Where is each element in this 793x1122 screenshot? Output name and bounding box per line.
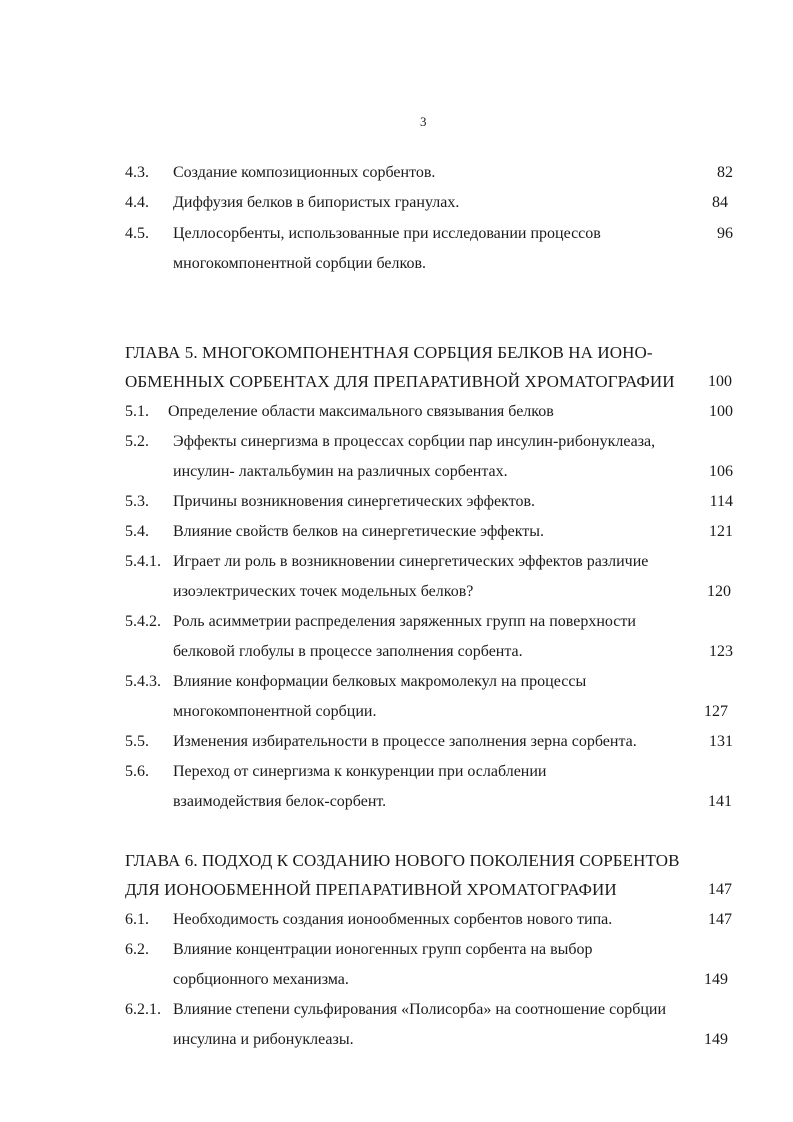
entry-title: Создание композиционных сорбентов. [173, 164, 436, 181]
entry-number: 5.6. [125, 763, 149, 780]
chapter-page: 100 [708, 373, 732, 390]
entry-page: 106 [709, 463, 733, 480]
entry-title: Влияние степени сульфирования «Полисорба» на соотношение сорбции [173, 1001, 667, 1018]
entry-page: 147 [708, 911, 732, 928]
entry-page: 96 [717, 225, 733, 242]
entry-page: 141 [708, 793, 732, 810]
entry-title: Причины возникновения синергетических эффектов. [173, 493, 536, 510]
entry-title-cont: изоэлектрических точек модельных белков? [173, 583, 474, 600]
entry-page: 120 [707, 583, 731, 600]
entry-number: 6.2.1. [125, 1001, 161, 1018]
entry-title: Определение области максимального связывания белков [168, 403, 554, 420]
entry-number: 5.5. [125, 733, 149, 750]
entry-title-cont: сорбционного механизма. [173, 971, 349, 988]
chapter-title-line2: ОБМЕННЫХ СОРБЕНТАХ ДЛЯ ПРЕПАРАТИВНОЙ ХРОМАТОГРАФИИ [125, 372, 675, 391]
entry-title-cont: многокомпонентной сорбции белков. [173, 255, 426, 272]
entry-title: Играет ли роль в возникновении синергетических эффектов различие [173, 553, 649, 570]
entry-title-cont: многокомпонентной сорбции. [173, 703, 377, 720]
entry-title: Изменения избирательности в процессе заполнения зерна сорбента. [173, 733, 637, 750]
chapter-title-line2: ДЛЯ ИОНООБМЕННОЙ ПРЕПАРАТИВНОЙ ХРОМАТОГРАФИИ [125, 880, 617, 899]
entry-page: 121 [709, 523, 733, 540]
entry-title: Диффузия белков в бипористых гранулах. [173, 194, 460, 211]
entry-title-cont: белковой глобулы в процессе заполнения сорбента. [173, 643, 523, 660]
entry-title-cont: инсулина и рибонуклеазы. [173, 1031, 354, 1048]
entry-page: 114 [709, 493, 733, 510]
entry-number: 6.2. [125, 941, 149, 958]
entry-number: 5.4.3. [125, 673, 161, 690]
entry-number: 4.3. [125, 164, 149, 181]
entry-title: Целлосорбенты, использованные при исследовании процессов [173, 225, 601, 242]
entry-title-cont: взаимодействия белок-сорбент. [173, 793, 387, 810]
entry-page: 131 [709, 733, 733, 750]
entry-number: 5.1. [125, 403, 149, 420]
entry-title: Влияние свойств белков на синергетические эффекты. [173, 523, 544, 540]
entry-number: 5.4.1. [125, 553, 161, 570]
chapter-page: 147 [708, 881, 732, 898]
entry-number: 5.3. [125, 493, 149, 510]
entry-page: 82 [717, 164, 733, 181]
entry-title: Влияние концентрации ионогенных групп сорбента на выбор [173, 941, 593, 958]
page-number: 3 [420, 114, 427, 129]
entry-number: 4.4. [125, 194, 149, 211]
entry-title: Эффекты синергизма в процессах сорбции пар инсулин-рибонуклеаза, [173, 433, 656, 450]
entry-title: Роль асимметрии распределения заряженных групп на поверхности [173, 613, 636, 630]
entry-page: 149 [704, 971, 728, 988]
entry-page: 84 [712, 194, 728, 211]
entry-number: 5.2. [125, 433, 149, 450]
entry-title: Влияние конформации белковых макромолекул на процессы [173, 673, 587, 690]
chapter-title-line1: ГЛАВА 5. МНОГОКОМПОНЕНТНАЯ СОРБЦИЯ БЕЛКОВ НА ИОНО- [125, 343, 653, 362]
entry-page: 123 [709, 643, 733, 660]
entry-title-cont: инсулин- лактальбумин на различных сорбентах. [173, 463, 508, 480]
entry-page: 100 [709, 403, 733, 420]
entry-page: 149 [704, 1031, 728, 1048]
entry-title: Необходимость создания ионообменных сорбентов нового типа. [173, 911, 613, 928]
chapter-title-line1: ГЛАВА 6. ПОДХОД К СОЗДАНИЮ НОВОГО ПОКОЛЕНИЯ СОРБЕНТОВ [125, 851, 680, 870]
entry-number: 4.5. [125, 225, 149, 242]
entry-number: 5.4.2. [125, 613, 161, 630]
entry-number: 6.1. [125, 911, 149, 928]
entry-number: 5.4. [125, 523, 149, 540]
entry-page: 127 [704, 703, 728, 720]
entry-title: Переход от синергизма к конкуренции при ослаблении [173, 763, 547, 780]
